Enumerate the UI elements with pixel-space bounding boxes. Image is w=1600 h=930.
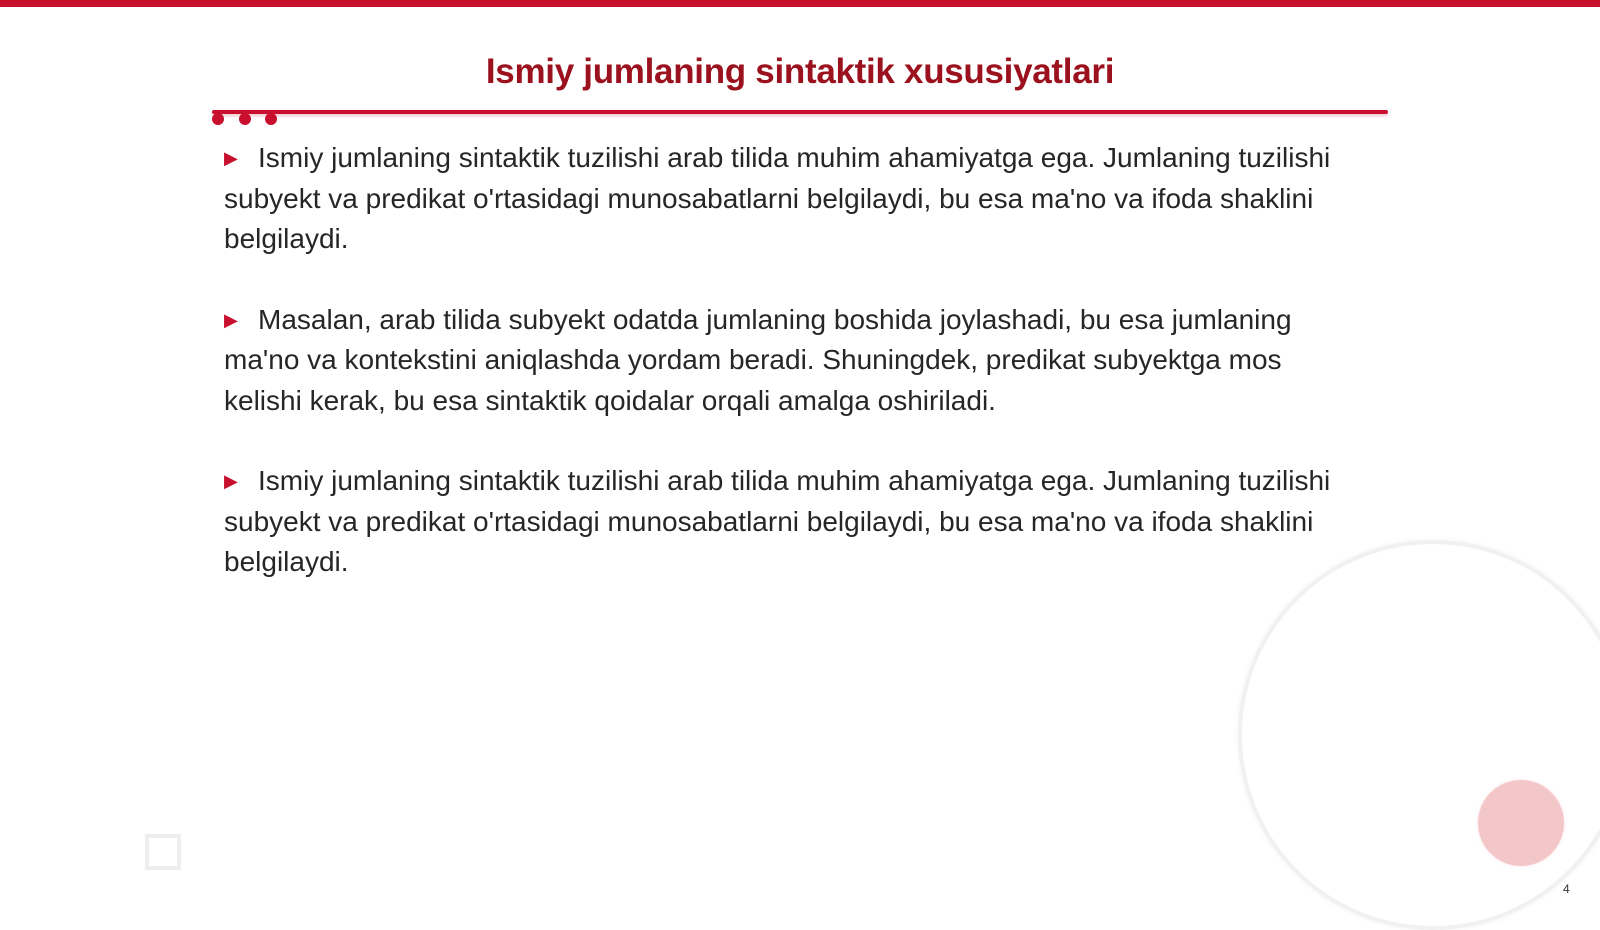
decorative-ring (1238, 540, 1600, 930)
bullet-list (224, 138, 1354, 623)
bullet-text: Ismiy jumlaning sintaktik tuzilishi arab tilida muhim ahamiyatga ega. Jumlaning tuzilishi subyekt va predikat o'rtasidagi munosabatlarni belgilaydi, bu esa ma'no va ifoda shaklini belgilaydi. (224, 465, 1331, 577)
bullet-item (224, 138, 1354, 260)
decorative-dot (239, 113, 251, 125)
decorative-dot (265, 113, 277, 125)
decorative-square (145, 834, 181, 870)
title-underline (212, 110, 1388, 114)
triangle-bullet-icon: ▶ (224, 471, 238, 491)
bullet-text: Masalan, arab tilida subyekt odatda jumlaning boshida joylashadi, bu esa jumlaning ma'no va kontekstini aniqlashda yordam beradi. Shuningdek, predikat subyektga mos kelishi kerak, bu esa sintaktik qoidalar orqali amalga oshiriladi. (224, 303, 1292, 416)
slide-title: Ismiy jumlaning sintaktik xususiyatlari (485, 52, 1115, 91)
triangle-bullet-icon: ▶ (224, 309, 238, 330)
top-accent-bar (0, 0, 1600, 7)
bullet-item (224, 461, 1354, 583)
bullet-text: Ismiy jumlaning sintaktik tuzilishi arab tilida muhim ahamiyatga ega. Jumlaning tuzilishi subyekt va predikat o'rtasidagi munosabatlarni belgilaydi, bu esa ma'no va ifoda shaklini belgilaydi. (224, 142, 1331, 254)
triangle-bullet-icon: ▶ (224, 148, 238, 168)
bullet-item (224, 300, 1354, 422)
decorative-pink-circle (1478, 780, 1564, 866)
page-number: 4 (1563, 882, 1570, 896)
decorative-dot (212, 113, 224, 125)
